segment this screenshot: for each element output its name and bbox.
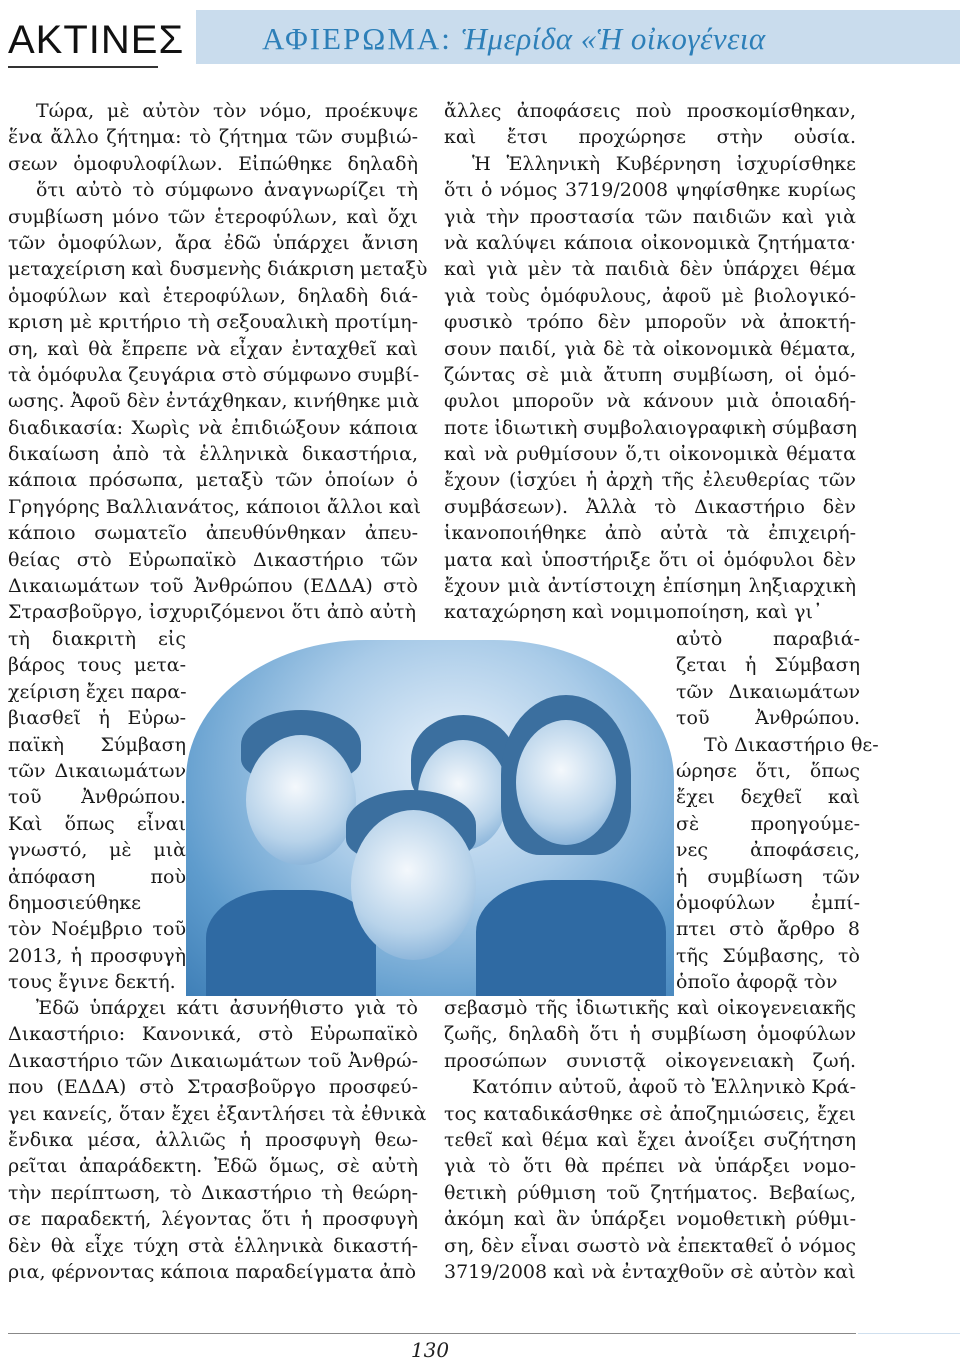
text-line: σε παραδεκτή, λέγοντας ὅτι ἡ προσφυγὴ (8, 1208, 418, 1231)
feature-title-caps: ΑΦΙΕΡΩΜΑ: (262, 21, 452, 56)
text-line: Τὸ Δικαστήριο θε- (704, 733, 879, 756)
text-line: ὁμοφύλων καὶ ἑτεροφύλων, δηλαδὴ διά- (8, 284, 418, 307)
text-line: ζώντας σὲ μιὰ ἄτυπη συμβίωση, οἱ ὁμό- (444, 363, 856, 386)
text-line: γει κανείς, ὅταν ἔχει ἐξαντλήσει τὰ ἐθνικὰ (8, 1102, 427, 1125)
text-line: τὴ διακριτὴ εἰς (8, 628, 186, 650)
text-line: νὰ καλύψει κάποια οἰκονομικὰ ζητήματα· (444, 231, 856, 254)
text-line: Καὶ ὅπως εἶναι (8, 812, 186, 835)
text-line: σὲ προηγούμε- (676, 812, 860, 835)
text-line: ἄλλες ἀποφάσεις ποὺ προσκομίσθηκαν, (444, 100, 856, 122)
text-line: δημοσιεύθηκε (8, 891, 141, 914)
text-line: βιασθεῖ ἡ Εὐρω- (8, 707, 186, 730)
right-column-top (444, 98, 856, 626)
photo-face-boy-left (246, 735, 356, 865)
photo-face-girl-right (516, 720, 616, 845)
text-line: ζεται ἡ Σύμβαση (676, 654, 860, 677)
text-line: βάρος τους μετα- (8, 654, 186, 677)
text-line: ρεῖται ἀπαράδεκτη. Ἐδῶ ὅμως, σὲ αὐτὴ (8, 1155, 418, 1178)
footer-rule-accent (858, 1333, 960, 1334)
text-line: Γρηγόρης Βαλλιανάτος, κάποιοι ἄλλοι καὶ (8, 495, 421, 518)
text-line: που (ΕΔΔΑ) στὸ Στρασβοῦργο προσφεύ- (8, 1076, 418, 1099)
section-underline (8, 66, 158, 68)
text-line: τὰ ὁμόφυλα ζευγάρια στὸ σύμφωνο συμβί- (8, 363, 420, 386)
text-line: ὁποῖο ἀφορᾷ τὸν (676, 971, 838, 994)
photo-shirt-left (206, 890, 376, 996)
text-line: 3719/2008 καὶ νὰ ἐνταχθοῦν σὲ αὐτὸν καὶ (444, 1260, 856, 1283)
text-line: Δικαστήριο τῶν Δικαιωμάτων τοῦ Ἀνθρώ- (8, 1049, 418, 1072)
text-line: ώρησε ὅτι, ὅπως (676, 759, 860, 782)
text-line: χείριση ἔχει παρα- (8, 680, 187, 703)
text-line: κάποιο σωματεῖο ἀπευθύνθηκαν ἀπευ- (8, 522, 418, 545)
text-line: διαδικασία: Χωρὶς νὰ ἐπιδιώξουν κάποια (8, 416, 418, 439)
text-line: ρια, φέρνοντας κάποια παραδείγματα ἀπὸ (8, 1260, 417, 1283)
text-line: ματα καὶ ὑποστήριξε ὅτι οἱ ὁμόφυλοι δὲν (444, 548, 856, 571)
text-line: ἀπόφαση ποὺ (8, 865, 186, 888)
text-line: παϊκὴ Σύμβαση (8, 733, 186, 756)
text-line: τοῦ Ἀνθρώπου. (8, 786, 186, 809)
text-line: ση, δὲν εἶναι σωστὸ νὰ ἐπεκταθεῖ ὁ νόμος (444, 1234, 856, 1257)
text-line: ζωῆς, δηλαδὴ ὅτι ἡ συμβίωση ὁμοφύλων (444, 1023, 856, 1046)
text-line: καὶ νὰ ρυθμίσουν ὅ,τι οἰκονομικὰ θέματα (444, 443, 856, 466)
text-line: 2013, ἡ προσφυγὴ (8, 944, 186, 967)
text-line: φυλοι μποροῦν νὰ κάνουν μιὰ ὁποιαδή- (444, 390, 856, 413)
text-line: σεων ὁμοφυλοφίλων. Εἰπώθηκε δηλαδὴ (8, 152, 418, 175)
text-line: κάποια πρόσωπα, μεταξὺ τῶν ὁποίων ὁ (8, 469, 418, 492)
text-line: πτει στὸ ἄρθρο 8 (676, 918, 860, 941)
footer-rule (8, 1333, 856, 1334)
right-column-bottom (444, 995, 856, 1285)
text-line: αὐτὸ παραβιά- (676, 628, 860, 650)
text-line: κριση μὲ κριτήριο τὴ σεξουαλικὴ προτίμη- (8, 311, 418, 334)
text-line: συμβάσεων). Ἀλλὰ τὸ Δικαστήριο δὲν (444, 495, 856, 518)
text-line: Ἡ Ἑλληνικὴ Κυβέρνηση ἰσχυρίσθηκε (472, 152, 856, 175)
text-line: ἕνα ἄλλο ζήτημα: τὸ ζήτημα τῶν συμβιώ- (8, 126, 418, 149)
text-line: ἔχουν (ἰσχύει ἡ ἀρχὴ τῆς ἐλευθερίας τῶν (444, 469, 856, 492)
text-line: ἀκόμη καὶ ἂν ὑπάρξει νομοθετικὴ ρύθμι- (444, 1208, 856, 1231)
text-line: ἔνδικα μέσα, ἀλλιῶς ἡ προσφυγὴ θεω- (8, 1128, 418, 1151)
text-line: ὅτι αὐτὸ τὸ σύμφωνο ἀναγνωρίζει τὴ (36, 179, 418, 202)
text-line: καταχώρηση καὶ νομιμοποίηση, καὶ γι᾽ (444, 601, 823, 624)
text-line: ση, καὶ θὰ ἔπρεπε νὰ εἶχαν ἐνταχθεῖ καὶ (8, 337, 418, 360)
text-line: Δικαιωμάτων τοῦ Ἀνθρώπου (ΕΔΔΑ) στὸ (8, 575, 418, 598)
text-line: τους ἔγινε δεκτή. (8, 971, 176, 994)
text-line: σουν παιδί, γιὰ δὲ τὰ οἰκονομικὰ θέματα, (444, 337, 856, 360)
text-line: θείας στὸ Εὐρωπαϊκὸ Δικαστήριο τῶν (8, 548, 418, 571)
text-line: τῶν Δικαιωμάτων (8, 759, 186, 782)
text-line: σεβασμὸ τῆς ἰδιωτικῆς καὶ οἰκογενειακῆς (444, 997, 856, 1019)
section-title: ΑΚΤΙΝΕΣ (8, 18, 185, 62)
right-column-wrap (676, 626, 879, 995)
text-line: συμβίωση μόνο τῶν ἑτεροφύλων, καὶ ὄχι (8, 205, 418, 228)
text-line: τῆς Σύμβασης, τὸ (676, 944, 860, 967)
text-line: καὶ ἔτσι προχώρησε στὴν οὐσία. (444, 126, 856, 149)
text-line: τος καταδικάσθηκε σὲ ἀποζημιώσεις, ἔχει (444, 1102, 856, 1125)
text-line: Ἐδῶ ὑπάρχει κάτι ἀσυνήθιστο γιὰ τὸ (36, 997, 418, 1019)
left-column-top (8, 98, 428, 626)
text-line: θετικὴ ρύθμιση τοῦ ζητήματος. Βεβαίως, (444, 1181, 856, 1204)
text-line: ωσης. Ἀφοῦ δὲν ἐντάχθηκαν, κινήθηκε μιὰ (8, 390, 420, 413)
text-line: Δικαστήριο: Κανονικά, στὸ Εὐρωπαϊκὸ (8, 1023, 418, 1046)
text-line: τὸν Νοέμβριο τοῦ (8, 918, 186, 941)
children-photo (186, 640, 674, 996)
text-line: γιὰ τοὺς ὁμόφυλους, ἀφοῦ μὲ βιολογικό- (444, 284, 856, 307)
text-line: Κατόπιν αὐτοῦ, ἀφοῦ τὸ Ἑλληνικὸ Κρά- (472, 1076, 857, 1099)
text-line: γνωστό, μὲ μιὰ (8, 839, 186, 862)
text-line: γιὰ τὴν προστασία τῶν παιδιῶν καὶ γιὰ (444, 205, 856, 228)
left-column-bottom (8, 995, 427, 1285)
text-line: γιὰ τὸ ὅτι θὰ πρέπει νὰ ὑπάρξει νομο- (444, 1155, 856, 1178)
text-line: ἡ συμβίωση τῶν (676, 865, 860, 888)
page-number: 130 (410, 1338, 450, 1362)
photo-shirt-right (476, 880, 666, 996)
text-line: ὅτι ὁ νόμος 3719/2008 ψηφίσθηκε κυρίως (444, 179, 856, 202)
text-line: τὴν περίπτωση, τὸ Δικαστήριο τὴ θεώρη- (8, 1181, 418, 1204)
text-line: δικαίωση ἀπὸ τὰ ἑλληνικὰ δικαστήρια, (8, 443, 418, 466)
text-line: τῶν Δικαιωμάτων (676, 680, 860, 703)
text-line: ἔχουν μιὰ ἀντίστοιχη ἐπίσημη ληξιαρχικὴ (444, 575, 856, 598)
feature-title (262, 14, 766, 64)
text-line: ποτε ἰδιωτικὴ συμβολαιογραφικὴ σύμβαση (444, 416, 857, 439)
text-line: ὁμοφύλων ἐμπί- (676, 891, 860, 914)
photo-face-boy-front (351, 810, 476, 960)
text-line: προσώπων συνιστᾷ οἰκογενειακὴ ζωή. (444, 1049, 856, 1072)
text-line: νες ἀποφάσεις, (676, 839, 860, 862)
feature-title-italic: Ἡμερίδα «Ἡ οἰκογένεια (461, 21, 766, 56)
text-line: Στρασβοῦργο, ἰσχυριζόμενοι ὅτι ἀπὸ αὐτὴ (8, 601, 416, 624)
text-line: μεταχείριση καὶ δυσμενὴς διάκριση μεταξὺ (8, 258, 428, 281)
text-line: φυσικὸ τρόπο δὲν μποροῦν νὰ ἀποκτή- (444, 311, 856, 334)
text-line: δὲν θὰ εἶχε τύχη στὰ ἑλληνικὰ δικαστή- (8, 1234, 418, 1257)
text-line: Τώρα, μὲ αὐτὸν τὸν νόμο, προέκυψε (36, 100, 418, 122)
left-column-wrap (8, 626, 186, 995)
text-line: τῶν ὁμοφύλων, ἄρα ἐδῶ ὑπάρχει ἄνιση (8, 231, 418, 254)
text-line: ἔχει δεχθεῖ καὶ (676, 786, 860, 809)
text-line: καὶ γιὰ μὲν τὰ παιδιὰ δὲν ὑπάρχει θέμα (444, 258, 856, 281)
text-line: ἱκανοποιήθηκε ἀπὸ αὐτὰ τὰ ἐπιχειρή- (444, 522, 856, 545)
text-line: τεθεῖ καὶ θέμα καὶ ἔχει ἀνοίξει συζήτηση (444, 1128, 856, 1151)
text-line: τοῦ Ἀνθρώπου. (676, 707, 860, 730)
